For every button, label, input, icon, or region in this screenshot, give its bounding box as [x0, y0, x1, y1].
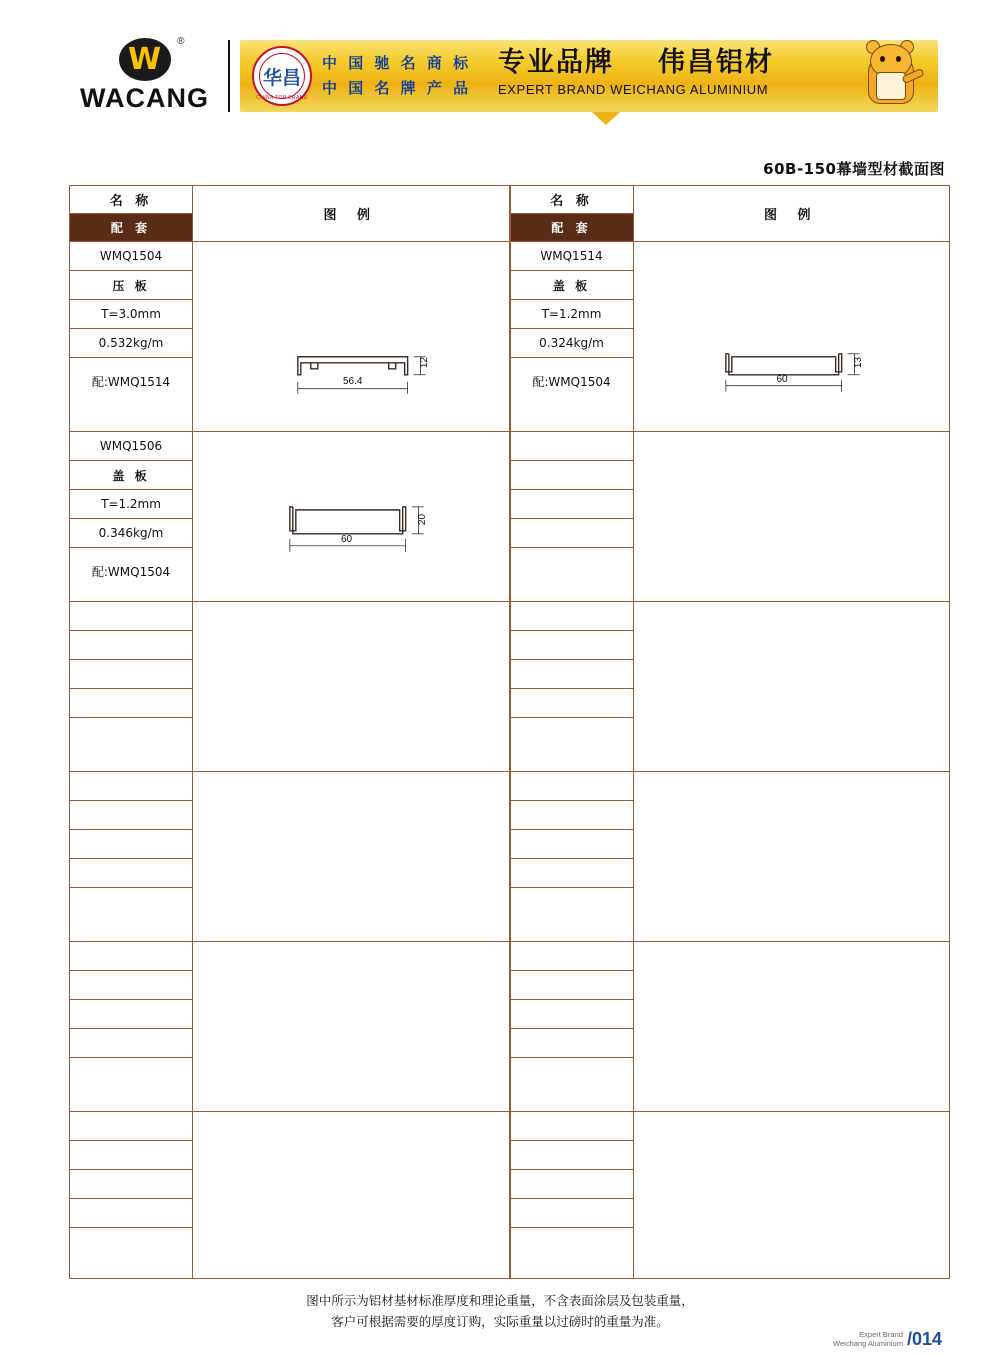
dimension-width: 60 — [776, 374, 788, 385]
profile-type: 盖 板 — [511, 271, 633, 300]
banner-title-left: 专业品牌 — [498, 47, 614, 78]
logo-wordmark: WACANG — [80, 83, 209, 113]
banner-title-en: EXPERT BRAND WEICHANG ALUMINIUM — [498, 82, 769, 97]
dimension-height: 12 — [419, 356, 431, 369]
profile-thickness — [70, 1000, 192, 1029]
profile-type — [70, 801, 192, 830]
footer-brand-en — [833, 1330, 903, 1348]
table-row — [69, 602, 510, 772]
profile-type — [511, 1141, 633, 1170]
profile-drawing — [634, 1112, 950, 1278]
table-header-row-left — [69, 185, 510, 242]
page-number: /014 — [906, 1329, 942, 1349]
footer-brand-line-1: Expert Brand — [859, 1330, 903, 1339]
profile-thickness — [511, 830, 633, 859]
logo-mark-letter: W — [127, 41, 162, 77]
profile-weight — [70, 859, 192, 888]
profile-weight — [511, 689, 633, 718]
row-labels — [70, 602, 193, 771]
row-labels — [511, 602, 634, 771]
profile-weight — [511, 1199, 633, 1228]
profile-thickness — [70, 1170, 192, 1199]
column-header-figure-left: 图 例 — [192, 185, 510, 242]
profile-match — [70, 718, 192, 764]
cross-section-drawing — [193, 432, 508, 602]
row-labels — [511, 942, 634, 1111]
banner-awards — [322, 51, 492, 101]
column-header-sub-right: 配 套 — [511, 214, 633, 241]
profile-type — [70, 971, 192, 1000]
profile-thickness: T=3.0mm — [70, 300, 192, 329]
row-labels — [70, 772, 193, 941]
profile-code — [511, 772, 633, 801]
dimension-height: 20 — [417, 513, 429, 526]
profile-type: 压 板 — [70, 271, 192, 300]
profile-weight: 0.532kg/m — [70, 329, 192, 358]
column-header-sub-left: 配 套 — [70, 214, 192, 241]
tiger-mascot-icon — [854, 42, 930, 112]
row-labels — [511, 242, 634, 431]
profile-weight — [70, 689, 192, 718]
profile-table — [69, 185, 950, 1280]
table-row — [510, 602, 951, 772]
registered-trademark-icon: ® — [177, 36, 185, 47]
profile-code: WMQ1506 — [70, 432, 192, 461]
profile-thickness — [511, 1170, 633, 1199]
brand-banner — [240, 40, 938, 112]
profile-code — [511, 602, 633, 631]
profile-drawing — [634, 772, 950, 941]
profile-thickness — [70, 830, 192, 859]
banner-title-right: 伟昌铝材 — [658, 47, 774, 78]
column-header-figure-right: 图 例 — [633, 185, 951, 242]
table-row — [510, 942, 951, 1112]
dimension-width: 56.4 — [343, 376, 363, 387]
profile-type — [511, 971, 633, 1000]
table-row — [69, 1112, 510, 1279]
table-row — [69, 242, 510, 432]
row-labels — [70, 1112, 193, 1278]
profile-weight: 0.324kg/m — [511, 329, 633, 358]
column-header-name-right: 名 称 — [511, 186, 633, 214]
row-labels — [511, 1112, 634, 1278]
profile-type: 盖 板 — [70, 461, 192, 490]
profile-code — [70, 772, 192, 801]
row-labels — [70, 942, 193, 1111]
table-row — [510, 242, 951, 432]
row-labels — [70, 242, 193, 431]
table-row — [510, 772, 951, 942]
profile-type — [70, 1141, 192, 1170]
header-divider — [228, 40, 230, 112]
footer-brand — [833, 1330, 942, 1348]
profile-code — [511, 1112, 633, 1141]
seal-inner-text: 华昌 — [259, 53, 305, 99]
profile-match — [511, 1058, 633, 1104]
profile-match — [511, 548, 633, 594]
table-header-row-right — [510, 185, 951, 242]
profile-match: 配:WMQ1504 — [91, 564, 171, 579]
seal-ring-text: CHINA TOP BRAND — [256, 95, 308, 101]
profile-drawing — [193, 242, 509, 431]
table-row — [69, 432, 510, 602]
profile-thickness — [511, 660, 633, 689]
table-row — [69, 772, 510, 942]
wacang-logo — [62, 38, 227, 114]
page-header — [0, 0, 1000, 140]
profile-thickness — [70, 660, 192, 689]
banner-notch — [592, 112, 620, 125]
column-header-name-left: 名 称 — [70, 186, 192, 214]
footer-note-line-2: 客户可根据需要的厚度订购，实际重量以过磅时的重量为准。 — [331, 1314, 669, 1329]
certification-seal-icon — [252, 46, 312, 106]
footer-brand-line-2: Weichang Aluminium — [833, 1339, 903, 1348]
profile-drawing — [193, 602, 509, 771]
profile-thickness — [511, 1000, 633, 1029]
cross-section-drawing — [634, 242, 949, 432]
profile-weight — [511, 1029, 633, 1058]
profile-weight — [511, 859, 633, 888]
dimension-width: 60 — [341, 534, 353, 545]
table-right-column — [510, 185, 951, 1280]
page-title: 60B-150幕墙型材截面图 — [763, 160, 945, 178]
profile-drawing — [634, 602, 950, 771]
profile-match — [511, 718, 633, 764]
banner-main-text — [498, 46, 878, 97]
profile-match: 配:WMQ1504 — [532, 374, 611, 389]
profile-code: WMQ1514 — [511, 242, 633, 271]
profile-match — [511, 888, 633, 934]
profile-drawing — [634, 942, 950, 1111]
profile-type — [70, 631, 192, 660]
profile-drawing — [634, 242, 950, 431]
profile-weight: 0.346kg/m — [70, 519, 192, 548]
profile-match — [70, 1058, 192, 1104]
profile-code — [511, 942, 633, 971]
table-row — [69, 942, 510, 1112]
profile-weight — [511, 519, 633, 548]
row-labels — [511, 432, 634, 601]
profile-drawing — [193, 942, 509, 1111]
row-labels — [70, 432, 193, 601]
footer-note — [0, 1290, 1000, 1332]
profile-thickness: T=1.2mm — [70, 490, 192, 519]
profile-code — [70, 942, 192, 971]
profile-drawing — [634, 432, 950, 601]
profile-weight — [70, 1199, 192, 1228]
profile-match: 配:WMQ1514 — [91, 374, 171, 389]
row-labels — [511, 772, 634, 941]
profile-match — [70, 888, 192, 934]
profile-thickness: T=1.2mm — [511, 300, 633, 329]
table-row — [510, 1112, 951, 1279]
profile-drawing — [193, 772, 509, 941]
banner-award-line-1: 中 国 驰 名 商 标 — [322, 54, 472, 72]
profile-weight — [70, 1029, 192, 1058]
profile-thickness — [511, 490, 633, 519]
dimension-height: 13 — [852, 356, 864, 369]
cross-section-drawing — [193, 242, 508, 432]
table-left-column — [69, 185, 510, 1280]
profile-code — [70, 602, 192, 631]
banner-award-line-2: 中 国 名 牌 产 品 — [322, 79, 472, 97]
wacang-logo-icon — [119, 36, 185, 81]
profile-type — [511, 631, 633, 660]
profile-match — [511, 1228, 633, 1274]
profile-code — [70, 1112, 192, 1141]
profile-drawing — [193, 432, 509, 601]
profile-type — [511, 461, 633, 490]
profile-match — [70, 1228, 192, 1274]
profile-type — [511, 801, 633, 830]
profile-code — [511, 432, 633, 461]
table-row — [510, 432, 951, 602]
profile-code: WMQ1504 — [70, 242, 192, 271]
profile-drawing — [193, 1112, 509, 1278]
footer-note-line-1: 图中所示为铝材基材标准厚度和理论重量，不含表面涂层及包装重量， — [306, 1293, 694, 1308]
